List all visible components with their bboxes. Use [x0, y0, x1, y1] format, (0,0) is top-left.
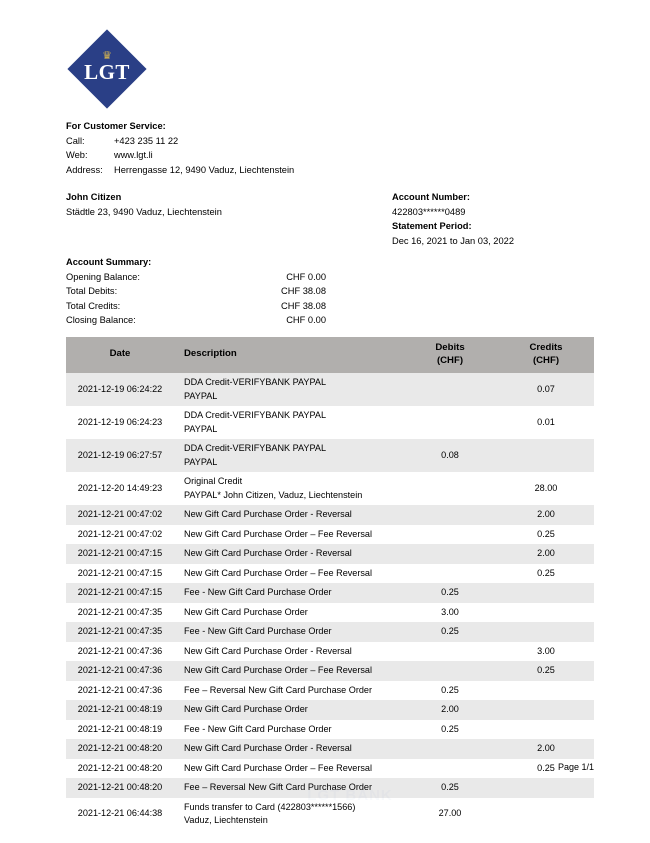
cell-description [174, 583, 402, 603]
cell-description [174, 472, 402, 505]
description-line-1: New Gift Card Purchase Order – Fee Reversal [184, 567, 373, 578]
table-row [66, 564, 594, 584]
cell-description [174, 439, 402, 472]
cell-debit: 2.00 [402, 700, 498, 720]
cell-description [174, 603, 402, 623]
customer-service-heading: For Customer Service: [66, 121, 166, 131]
background-watermark [255, 786, 445, 830]
cell-description [174, 661, 402, 681]
cell-date: 2021-12-19 06:24:22 [66, 373, 174, 406]
description-line-2: PAYPAL* John Citizen, Vaduz, Liechtenstein [184, 489, 363, 500]
cell-credit [498, 622, 594, 642]
summary-row [66, 284, 326, 299]
description-line-1: DDA Credit-VERIFYBANK PAYPAL [184, 377, 327, 387]
cell-credit: 2.00 [498, 505, 594, 525]
cell-debit [402, 759, 498, 779]
web-value[interactable]: www.lgt.li [114, 150, 153, 161]
address-label: Address: [66, 164, 103, 175]
cell-description [174, 700, 402, 720]
cell-credit [498, 603, 594, 623]
description-line-1: Fee – Reversal New Gift Card Purchase Order [184, 684, 373, 695]
cell-credit: 2.00 [498, 544, 594, 564]
customer-service-address-row [66, 163, 396, 178]
transactions-table-head [66, 337, 594, 373]
summary-row [66, 270, 326, 285]
table-row [66, 759, 594, 779]
cell-date: 2021-12-21 00:47:15 [66, 564, 174, 584]
cell-debit [402, 525, 498, 545]
column-header-date: Date [66, 337, 174, 373]
cell-debit: 0.25 [402, 720, 498, 740]
cell-date: 2021-12-21 00:47:02 [66, 505, 174, 525]
cell-date: 2021-12-21 00:47:35 [66, 622, 174, 642]
cell-credit: 2.00 [498, 739, 594, 759]
cell-credit: 3.00 [498, 642, 594, 662]
cell-credit: 0.07 [498, 373, 594, 406]
description-line-1: Fee - New Gift Card Purchase Order [184, 626, 332, 636]
table-row [66, 720, 594, 740]
customer-service-block [66, 119, 396, 177]
cell-debit [402, 661, 498, 681]
cell-debit: 0.25 [402, 681, 498, 701]
summary-row-label: Total Credits: [66, 300, 121, 311]
column-header-debits-line1: Debits [435, 342, 465, 353]
column-header-description: Description [174, 337, 402, 373]
cell-debit: 0.08 [402, 439, 498, 472]
description-line-1: DDA Credit-VERIFYBANK PAYPAL [184, 443, 327, 453]
cell-date: 2021-12-20 14:49:23 [66, 472, 174, 505]
cell-description [174, 544, 402, 564]
description-line-1: Fee - New Gift Card Purchase Order [184, 723, 332, 734]
description-line-1: New Gift Card Purchase Order - Reversal [184, 743, 352, 753]
cell-date: 2021-12-21 00:48:19 [66, 720, 174, 740]
crown-icon: ♛ [102, 50, 112, 62]
summary-row-value: CHF 0.00 [286, 315, 326, 326]
cell-debit [402, 472, 498, 505]
logo-wordmark: LGT [84, 59, 130, 84]
customer-service-web-row [66, 148, 396, 163]
cell-description [174, 505, 402, 525]
cell-date: 2021-12-21 00:47:36 [66, 681, 174, 701]
cell-date: 2021-12-21 00:47:36 [66, 642, 174, 662]
cell-debit: 27.00 [402, 798, 498, 831]
account-summary-heading: Account Summary: [66, 257, 152, 267]
cell-credit [498, 778, 594, 798]
column-header-credits-line2: (CHF) [532, 354, 560, 366]
description-line-1: New Gift Card Purchase Order - Reversal [184, 509, 352, 519]
cell-date: 2021-12-21 00:48:19 [66, 700, 174, 720]
description-line-1: New Gift Card Purchase Order [184, 606, 308, 617]
cell-credit: 0.25 [498, 525, 594, 545]
transactions-table-body [66, 373, 594, 831]
cell-debit [402, 544, 498, 564]
lgt-logo [68, 30, 146, 108]
cell-date: 2021-12-21 00:47:15 [66, 583, 174, 603]
description-line-1: New Gift Card Purchase Order – Fee Reversal [184, 528, 373, 539]
account-number-value: 422803******0489 [392, 206, 466, 217]
cell-debit: 0.25 [402, 778, 498, 798]
description-line-2: Vaduz, Liechtenstein [184, 815, 268, 825]
description-line-1: New Gift Card Purchase Order - Reversal [184, 645, 352, 656]
account-info-block [392, 190, 612, 248]
cell-debit [402, 564, 498, 584]
description-line-2: PAYPAL [184, 390, 218, 401]
description-line-1: Funds transfer to Card (422803******1566) [184, 801, 356, 812]
cell-date: 2021-12-21 00:47:35 [66, 603, 174, 623]
summary-row-value: CHF 38.08 [281, 300, 326, 311]
description-line-2: PAYPAL [184, 423, 218, 434]
cell-date: 2021-12-21 00:48:20 [66, 759, 174, 779]
call-value: +423 235 11 22 [114, 135, 179, 146]
transactions-header-row [66, 337, 594, 373]
column-header-debits [402, 337, 498, 373]
cell-credit: 28.00 [498, 472, 594, 505]
cell-description [174, 373, 402, 406]
address-value: Herrengasse 12, 9490 Vaduz, Liechtenstein [114, 164, 295, 175]
summary-row-label: Total Debits: [66, 286, 118, 297]
cell-description [174, 525, 402, 545]
column-header-credits-line1: Credits [529, 342, 563, 353]
cell-debit: 3.00 [402, 603, 498, 623]
customer-service-call-row [66, 134, 396, 149]
cell-credit [498, 700, 594, 720]
cell-credit: 0.01 [498, 406, 594, 439]
description-line-1: New Gift Card Purchase Order - Reversal [184, 548, 352, 558]
account-summary-rows [66, 270, 326, 328]
cell-description [174, 759, 402, 779]
statement-period-value: Dec 16, 2021 to Jan 03, 2022 [392, 235, 514, 246]
cell-description [174, 739, 402, 759]
description-line-1: Fee – Reversal New Gift Card Purchase Order [184, 782, 373, 792]
cell-date: 2021-12-19 06:24:23 [66, 406, 174, 439]
description-line-1: New Gift Card Purchase Order – Fee Reversal [184, 665, 373, 675]
table-row [66, 472, 594, 505]
table-row [66, 406, 594, 439]
table-row [66, 603, 594, 623]
table-row [66, 739, 594, 759]
summary-row-label: Closing Balance: [66, 315, 136, 326]
cell-date: 2021-12-21 06:44:38 [66, 798, 174, 831]
account-holder-name: John Citizen [66, 192, 122, 202]
cell-description [174, 681, 402, 701]
cell-description [174, 720, 402, 740]
cell-debit: 0.25 [402, 583, 498, 603]
cell-credit [498, 439, 594, 472]
cell-debit: 0.25 [402, 622, 498, 642]
description-line-1: Original Credit [184, 476, 243, 486]
cell-debit [402, 406, 498, 439]
cell-credit: 0.25 [498, 759, 594, 779]
table-row [66, 622, 594, 642]
table-row [66, 544, 594, 564]
description-line-1: Fee - New Gift Card Purchase Order [184, 587, 332, 597]
page-number: Page 1/1 [557, 762, 594, 772]
description-line-1: New Gift Card Purchase Order – Fee Reversal [184, 762, 373, 773]
table-row [66, 525, 594, 545]
cell-description [174, 642, 402, 662]
statement-period-label: Statement Period: [392, 221, 472, 232]
cell-description [174, 622, 402, 642]
table-row [66, 583, 594, 603]
table-row [66, 661, 594, 681]
cell-date: 2021-12-21 00:48:20 [66, 739, 174, 759]
summary-row [66, 313, 326, 328]
cell-credit [498, 583, 594, 603]
web-label: Web: [66, 150, 88, 161]
table-row [66, 681, 594, 701]
account-holder-block [66, 190, 376, 219]
table-row [66, 439, 594, 472]
cell-credit [498, 720, 594, 740]
description-line-1: New Gift Card Purchase Order [184, 704, 308, 714]
description-line-2: PAYPAL [184, 456, 218, 467]
cell-credit [498, 798, 594, 831]
call-label: Call: [66, 135, 85, 146]
cell-debit [402, 505, 498, 525]
cell-credit: 0.25 [498, 661, 594, 681]
summary-row-label: Opening Balance: [66, 271, 140, 282]
description-line-1: DDA Credit-VERIFYBANK PAYPAL [184, 410, 327, 420]
account-number-label: Account Number: [392, 192, 470, 202]
account-holder-address: Städtle 23, 9490 Vaduz, Liechtenstein [66, 206, 222, 217]
summary-row-value: CHF 0.00 [286, 271, 326, 282]
table-row [66, 642, 594, 662]
transactions-table [66, 337, 594, 831]
cell-debit [402, 373, 498, 406]
table-row [66, 700, 594, 720]
cell-date: 2021-12-21 00:47:15 [66, 544, 174, 564]
column-header-credits [498, 337, 594, 373]
cell-debit [402, 739, 498, 759]
summary-row-value: CHF 38.08 [281, 286, 326, 297]
cell-debit [402, 642, 498, 662]
cell-date: 2021-12-21 00:48:20 [66, 778, 174, 798]
cell-date: 2021-12-19 06:27:57 [66, 439, 174, 472]
cell-date: 2021-12-21 00:47:02 [66, 525, 174, 545]
account-summary-block [66, 255, 326, 328]
table-row [66, 373, 594, 406]
cell-credit [498, 681, 594, 701]
cell-credit: 0.25 [498, 564, 594, 584]
table-row [66, 505, 594, 525]
cell-description [174, 564, 402, 584]
summary-row [66, 299, 326, 314]
cell-date: 2021-12-21 00:47:36 [66, 661, 174, 681]
column-header-debits-line2: (CHF) [436, 354, 464, 366]
cell-description [174, 406, 402, 439]
